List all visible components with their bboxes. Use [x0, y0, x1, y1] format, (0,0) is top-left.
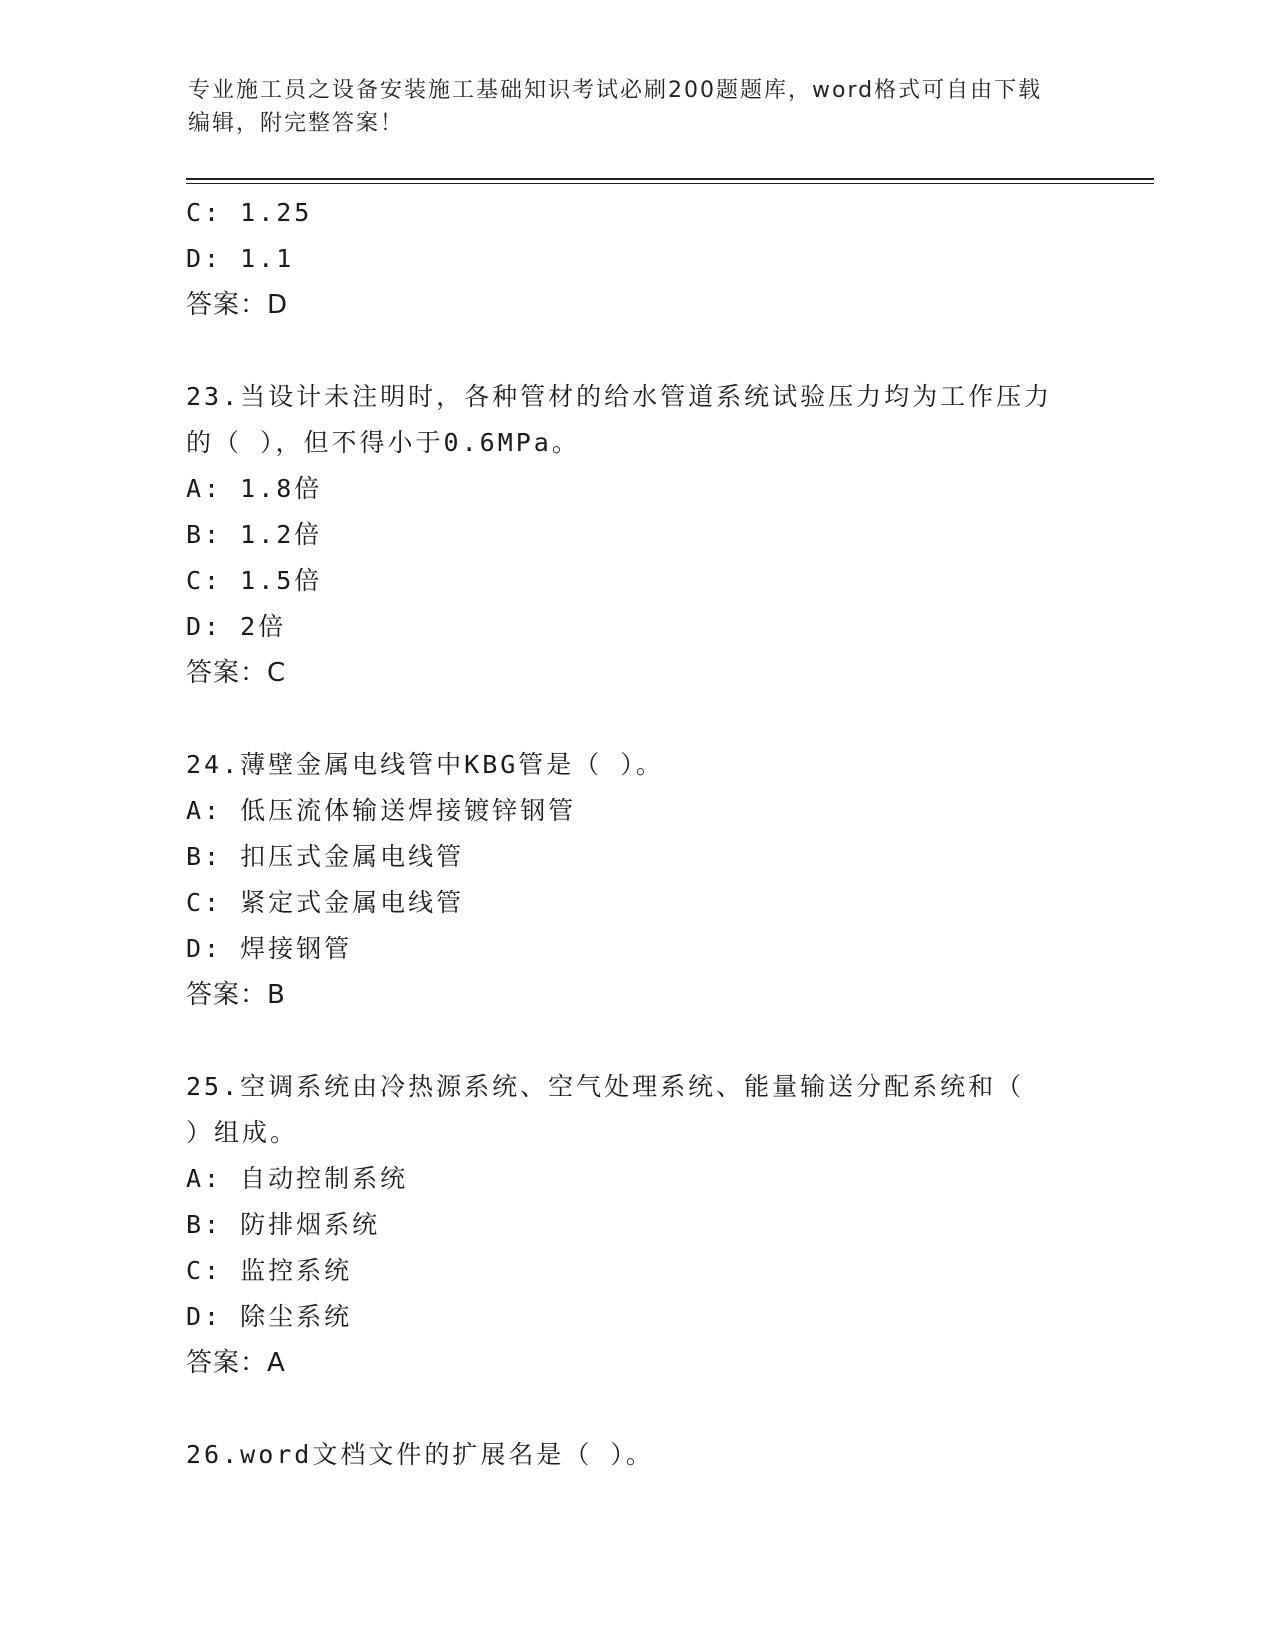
question-text: 的（ ），但不得小于0.6MPa。 [186, 428, 580, 457]
answer-line: 答案：B [186, 980, 286, 1010]
question-text: 23.当设计未注明时，各种管材的给水管道系统试验压力均为工作压力 [186, 382, 1053, 411]
spacer [186, 1386, 1086, 1432]
option-d: D: 2倍 [186, 612, 287, 641]
option-d: D: 焊接钢管 [186, 934, 353, 963]
header-title-line-1: 专业施工员之设备安装施工基础知识考试必刷200题题库，word格式可自由下载 [188, 78, 1043, 103]
option-a: A: 低压流体输送焊接镀锌钢管 [186, 796, 577, 825]
option-a: A: 1.8倍 [186, 474, 323, 503]
header-title-line-2: 编辑，附完整答案！ [188, 111, 405, 136]
question-24 [186, 742, 1086, 1018]
option-b: B: 防排烟系统 [186, 1210, 381, 1239]
question-text: 25.空调系统由冷热源系统、空气处理系统、能量输送分配系统和（ [186, 1072, 1025, 1101]
question-26 [186, 1432, 1086, 1478]
option-d: D: 1.1 [186, 244, 295, 273]
option-a: A: 自动控制系统 [186, 1164, 409, 1193]
header-rule-thick [186, 178, 1154, 180]
question-22-tail [186, 190, 1086, 328]
question-text: ）组成。 [186, 1118, 299, 1147]
question-text: 26.word文档文件的扩展名是（ ）。 [186, 1440, 654, 1469]
option-c: C: 监控系统 [186, 1256, 353, 1285]
spacer [186, 328, 1086, 374]
answer-line: 答案：A [186, 1348, 286, 1378]
answer-line: 答案：C [186, 658, 287, 688]
option-b: B: 扣压式金属电线管 [186, 842, 465, 871]
header-rule-thin [186, 183, 1154, 184]
spacer [186, 696, 1086, 742]
option-c: C: 1.25 [186, 198, 313, 227]
spacer [186, 1018, 1086, 1064]
option-d: D: 除尘系统 [186, 1302, 353, 1331]
option-b: B: 1.2倍 [186, 520, 323, 549]
question-list [186, 190, 1086, 1478]
answer-line: 答案：D [186, 290, 289, 320]
question-25 [186, 1064, 1086, 1386]
question-23 [186, 374, 1086, 696]
option-c: C: 紧定式金属电线管 [186, 888, 465, 917]
document-header [188, 74, 1078, 140]
option-c: C: 1.5倍 [186, 566, 323, 595]
question-text: 24.薄壁金属电线管中KBG管是（ ）。 [186, 750, 664, 779]
